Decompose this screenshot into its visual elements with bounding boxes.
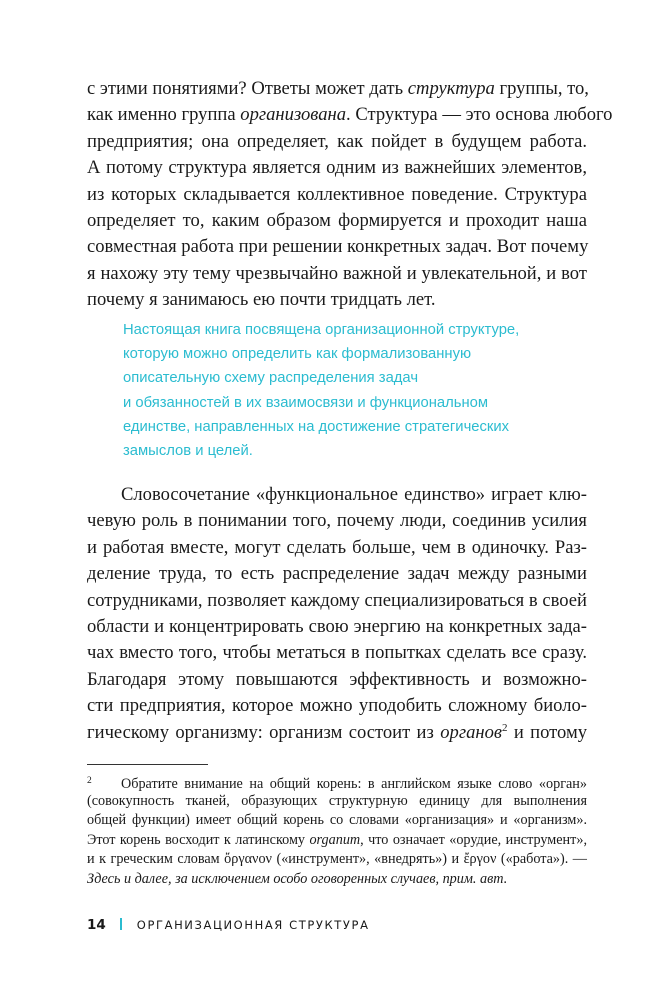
paragraph-1	[87, 76, 613, 314]
text-line: из которых складывается коллективное поведение. Структура	[87, 183, 587, 205]
page-number: 14	[87, 917, 106, 933]
text-line: сотрудниками, позволяет каждому специализироваться в своей	[87, 589, 587, 611]
text-line: и работая вместе, могут сделать больше, чем в одиночку. Раз-	[87, 536, 587, 558]
text-line: с этими понятиями? Ответы может дать структура группы, то,	[87, 78, 589, 99]
footnote-line	[87, 772, 587, 792]
text-line: сти предприятия, которое можно уподобить сложному биоло-	[87, 695, 587, 717]
text-line: определяет то, каким образом формируется и проходит наша	[87, 209, 587, 231]
footnote-line: и к греческим словам ὄργανον («инструмент», «внедрять») и ἔργον («работа»). —	[87, 851, 587, 868]
text-line: области и концентрировать свою энергию на конкретных зада-	[87, 615, 587, 637]
pull-quote	[123, 318, 593, 463]
footnote-marker: 2	[87, 776, 92, 786]
pull-quote-line: замыслов и целей.	[123, 442, 253, 459]
footnote-divider	[87, 764, 208, 765]
text-line: совместная работа при решении конкретных задач. Вот почему	[87, 236, 589, 258]
footnote-line: Этот корень восходит к латинскому organum, что означает «орудие, инструмент»,	[87, 831, 587, 848]
text-line: А потому структура является одним из важнейших элементов,	[87, 157, 587, 179]
footnote-line: Здесь и далее, за исключением особо оговоренных случаев, прим. авт.	[87, 870, 508, 887]
paragraph-2	[87, 482, 587, 746]
footnote-line: общей функции) имеет общий корень со словами «организация» и «организм».	[87, 812, 587, 829]
pull-quote-line: единстве, направленных на достижение стратегических	[123, 418, 510, 435]
text-line: деление труда, то есть распределение задач между разными	[87, 563, 587, 585]
text-line: чах вместо того, чтобы метаться в попытках сделать все сразу.	[87, 642, 587, 664]
pull-quote-line: Настоящая книга посвящена организационной структуре,	[123, 322, 520, 338]
running-title: ОРГАНИЗАЦИОННАЯ СТРУКТУРА	[136, 918, 370, 932]
text-line: Словосочетание «функциональное единство» играет клю-	[121, 484, 587, 505]
footer-separator	[120, 918, 122, 930]
footnote-text: Обратите внимание на общий корень: в английском языке слово «орган»	[121, 776, 587, 792]
footnote-line: (совокупность тканей, образующих структурную единицу для выполнения	[87, 792, 587, 809]
text-line: я нахожу эту тему чрезвычайно важной и увлекательной, и вот	[87, 262, 587, 284]
pull-quote-line: и обязанностей в их взаимосвязи и функциональном	[123, 394, 489, 411]
text-line: Благодаря этому повышаются эффективность и возможно-	[87, 668, 587, 690]
page-footer	[87, 916, 370, 934]
pull-quote-line: описательную схему распределения задач	[123, 370, 419, 387]
pull-quote-line: которую можно определить как формализованную	[123, 346, 472, 363]
text-line: как именно группа организована. Структура — это основа любого	[87, 104, 613, 126]
text-line: предприятия; она определяет, как пойдет в будущем работа.	[87, 130, 587, 152]
text-line: гическому организму: организм состоит из органов$^2$ и потому	[87, 721, 588, 743]
text-line: почему я занимаюсь ею почти тридцать лет.	[87, 289, 436, 311]
footnote	[87, 772, 587, 890]
text-line: чевую роль в понимании того, почему люди, соединив усилия	[87, 510, 587, 532]
